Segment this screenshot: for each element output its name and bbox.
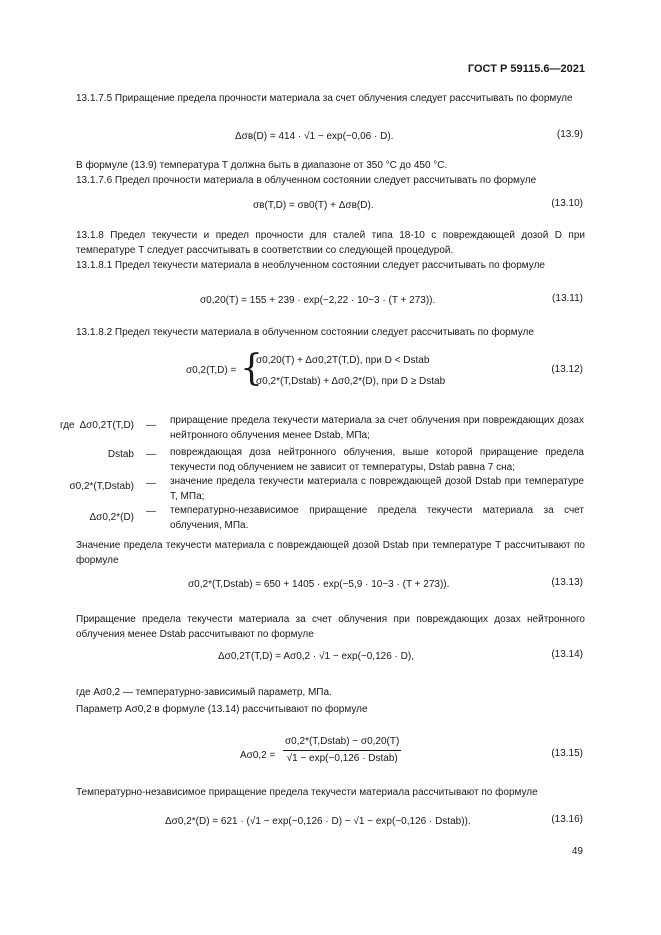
definition-dash: — [146,478,156,489]
equation-13-14: Δσ0,2T(T,D) = Aσ0,2 · √1 − exp(−0,126 · D), [218,651,414,662]
equation-number-13-15: (13.15) [551,748,583,759]
paragraph-where-a: где Aσ0,2 — температурно-зависимый параметр, МПа. [76,687,332,698]
equation-13-10: σв(T,D) = σв0(T) + Δσв(D). [253,200,374,211]
equation-13-12-case-2: σ0,2*(T,Dstab) + Δσ0,2*(D), при D ≥ Dstab [256,376,446,387]
paragraph-temperature-range: В формуле (13.9) температура T должна быть в диапазоне от 350 °C до 450 °C. [76,160,448,171]
page-number: 49 [571,846,583,857]
paragraph-temp-independent: Температурно-независимое приращение предела текучести материала рассчитывают по формуле [76,787,538,798]
equation-13-11: σ0,20(T) = 155 + 239 · exp(−2,22 · 10−3 · (T + 273)). [200,295,436,306]
paragraph-13-1-7-6: 13.1.7.6 Предел прочности материала в облученном состоянии следует рассчитывать по формуле [76,175,537,186]
equation-13-13: σ0,2*(T,Dstab) = 650 + 1405 · exp(−5,9 · 10−3 · (T + 273)). [188,579,450,590]
equation-13-15-fraction [283,734,401,767]
equation-number-13-16: (13.16) [551,814,583,825]
definition-text: повреждающая доза нейтронного облучения, выше которой приращение предела текучести под облучением не зависит от температуры, Dstab равна 7 сна; [170,447,584,473]
equation-number-13-12: (13.12) [551,364,583,375]
paragraph-increment: Приращение предела текучести материала за счет облучения при повреждающих дозах нейтронного облучения менее Dstab рассчитывают по формуле [76,614,585,640]
equation-number-13-10: (13.10) [551,198,583,209]
equation-13-12-brace: { [240,348,263,389]
equation-number-13-9: (13.9) [556,129,583,140]
equation-13-15-numerator: σ0,2*(T,Dstab) − σ0,20(T) [283,734,401,751]
paragraph-value-yield: Значение предела текучести материала с повреждающей дозой Dstab при температуре T рассчитывают по формуле [76,540,585,566]
equation-13-12-case-1: σ0,20(T) + Δσ0,2T(T,D), при D < Dstab [256,355,430,366]
paragraph-13-1-7-5: 13.1.7.5 Приращение предела прочности материала за счет облучения следует рассчитывать по формуле [76,93,573,104]
equation-number-13-14: (13.14) [551,649,583,660]
paragraph-parameter: Параметр Aσ0,2 в формуле (13.14) рассчитывают по формуле [76,704,368,715]
equation-number-13-11: (13.11) [552,293,583,304]
definition-symbol: Δσ0,2T(T,D) [79,420,134,431]
definition-text: значение предела текучести материала с повреждающей дозой Dstab при температуре T, МПа; [170,476,584,502]
definition-text: приращение предела текучести материала за счет облучения при повреждающих дозах нейтронного облучения менее Dstab, МПа; [170,415,584,441]
paragraph-13-1-8: 13.1.8 Предел текучести и предел прочности для сталей типа 18-10 с повреждающей дозой D при температуре T следует рассчитывать в соответствии со следующей процедурой. [76,230,585,256]
definition-symbol: Dstab [107,449,134,460]
definition-text: температурно-независимое приращение предела текучести материала за счет облучения, МПа. [170,505,584,531]
paragraph-13-1-8-1: 13.1.8.1 Предел текучести материала в необлученном состоянии следует рассчитывать по формуле [76,260,545,271]
definition-dash: — [146,506,156,517]
equation-13-16: Δσ0,2*(D) = 621 · (√1 − exp(−0,126 · D) − √1 − exp(−0,126 · Dstab)). [165,816,471,827]
equation-number-13-13: (13.13) [551,577,583,588]
definition-dash: — [146,420,156,431]
definition-dash: — [146,449,156,460]
equation-13-9: Δσв(D) = 414 · √1 − exp(−0,06 · D). [235,131,394,142]
equation-13-15-denominator: √1 − exp(−0,126 · Dstab) [286,753,398,764]
paragraph-13-1-8-2: 13.1.8.2 Предел текучести материала в облученном состоянии следует рассчитывать по формуле [76,327,534,338]
document-header: ГОСТ Р 59115.6—2021 [467,63,585,75]
equation-13-12-lhs: σ0,2(T,D) = [186,365,237,376]
definition-symbol: σ0,2*(T,Dstab) [69,481,134,492]
equation-13-15-lhs: Aσ0,2 = [240,750,276,761]
definition-symbol: Δσ0,2*(D) [89,512,134,523]
where-label: где [60,420,75,431]
